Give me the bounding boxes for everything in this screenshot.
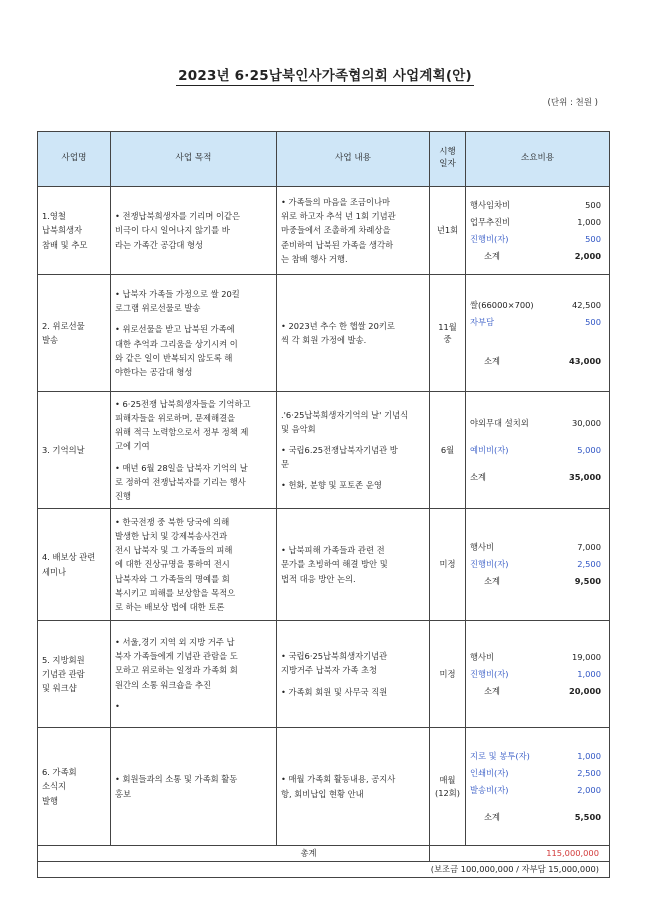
text-line: 진행: [115, 490, 132, 501]
paragraph-gap: [115, 692, 271, 699]
period-text: 년1회: [436, 225, 459, 236]
text-line: 발송: [42, 335, 59, 345]
text-line: 문: [281, 459, 290, 470]
text-line: • 매년 6월 28일을 납북자 기억의 날: [115, 462, 248, 473]
paragraph-gap: [115, 454, 271, 461]
cost-label: 지로 및 봉투(자): [470, 750, 530, 761]
table-row: [38, 621, 610, 728]
cost-value: 20,000: [568, 685, 601, 696]
cost-value: 35,000: [568, 471, 601, 482]
text-line: 로 하는 배보상 법에 대한 토론: [115, 601, 225, 612]
period-cell: [430, 392, 466, 509]
text-line: • 가족들의 마음을 조금이나마: [281, 197, 390, 208]
cost-label: 소계: [470, 471, 487, 482]
header-content: 사업 내용: [277, 132, 430, 187]
cost-label: 행사비: [470, 542, 495, 552]
cost-value: 1,000: [577, 216, 601, 227]
text-line: •: [115, 700, 120, 711]
period-text: 미정: [439, 559, 456, 570]
cost-item: [470, 765, 601, 782]
text-line: .'6·25납북희생자기억의 날' 기념식: [281, 409, 409, 420]
unit-note: (단위 : 천원 ): [547, 98, 598, 108]
cost-label: 예비비(자): [470, 444, 509, 455]
text-line: 납북자와 그 가족들의 명예를 회: [115, 573, 230, 584]
purpose-cell: [111, 728, 277, 846]
text-line: 6. 가족회: [42, 767, 77, 778]
period-text: 매월 (12회): [434, 775, 461, 798]
cost-value: 30,000: [571, 417, 601, 428]
cost-value: 2,500: [577, 767, 601, 778]
total-row: [38, 846, 610, 862]
cost-item: [470, 556, 601, 573]
cost-value: 1,000: [577, 668, 601, 679]
cost-cell: [466, 728, 610, 846]
total-label-cell: [38, 846, 430, 862]
text-line: 는 참배 행사 거행.: [281, 253, 348, 264]
cost-item: [470, 649, 601, 666]
text-line: 준비하여 납북된 가족을 생각하: [281, 239, 394, 250]
table-row: [38, 275, 610, 392]
text-line: 발생한 납치 및 강제북송사건과: [115, 531, 228, 542]
project-name-cell: [38, 187, 111, 275]
paragraph-gap: [281, 436, 424, 443]
text-line: • 6·25전쟁 납북희생자들을 기억하고: [115, 399, 251, 410]
cost-value: 1,000: [577, 750, 601, 761]
content-cell: [277, 392, 430, 509]
text-line: 비극이 다시 일어나지 않기를 바: [115, 225, 230, 236]
paragraph-gap: [115, 315, 271, 322]
purpose-cell: [111, 275, 277, 392]
period-text: 미정: [439, 668, 456, 679]
text-line: 참배 및 추모: [42, 239, 88, 250]
cost-label: 소계: [484, 576, 501, 586]
content-cell: [277, 728, 430, 846]
header-period-text: 시행 일자: [439, 147, 456, 169]
cost-item: [470, 748, 601, 765]
cost-gap: [470, 331, 601, 353]
subtotal-line: [470, 809, 601, 826]
period-cell: [430, 728, 466, 846]
cost-label: 쌀(66000×700): [470, 299, 534, 310]
period-cell: [430, 621, 466, 728]
text-line: • 납북피해 가족들과 관련 전: [281, 545, 385, 556]
cost-label: 행사임차비: [470, 199, 511, 210]
paragraph-gap: [281, 471, 424, 478]
table-header-row: [38, 132, 610, 187]
text-line: • 국립6·25납북희생자기념관: [281, 651, 388, 662]
period-cell: [430, 187, 466, 275]
project-name-cell: [38, 392, 111, 509]
paragraph-gap: [281, 678, 424, 685]
cost-item: [470, 442, 601, 459]
header-purpose: 사업 목적: [111, 132, 277, 187]
header-cost: 소요비용: [466, 132, 610, 187]
purpose-cell: [111, 621, 277, 728]
cost-value: 500: [585, 199, 601, 210]
subtotal-line: [470, 573, 601, 590]
text-line: • 회원들과의 소통 및 가족회 활동: [115, 774, 238, 785]
total-label: 총계: [300, 848, 317, 859]
cost-label: 진행비(자): [470, 233, 509, 244]
text-line: 로 정하여 전쟁납북자를 기리는 행사: [115, 476, 246, 487]
text-line: 4. 배보상 관련: [42, 552, 96, 563]
text-line: 고에 기여: [115, 441, 150, 452]
project-name-cell: [38, 509, 111, 621]
text-line: 납북희생자: [42, 225, 83, 236]
text-line: 위해 적극 노력함으로서 정부 정책 제: [115, 427, 249, 438]
text-line: 세미나: [42, 566, 67, 577]
cost-label: 행사비: [470, 651, 495, 662]
subtotal-line: [470, 248, 601, 265]
text-line: 원간의 소통 워크숍을 추진: [115, 679, 212, 690]
cost-cell: [466, 275, 610, 392]
cost-label: 자부담: [470, 316, 495, 327]
project-name-cell: [38, 275, 111, 392]
period-text: 6월: [440, 444, 455, 455]
header-name: 사업명: [38, 132, 111, 187]
cost-label: 소계: [484, 685, 501, 696]
subtotal-line: [470, 469, 601, 486]
cost-value: 5,000: [577, 444, 601, 455]
project-name-cell: [38, 728, 111, 846]
cost-value: 9,500: [574, 576, 601, 586]
text-line: • 국립6.25전쟁납북자기념관 방: [281, 444, 398, 455]
purpose-cell: [111, 392, 277, 509]
text-line: 홍보: [115, 788, 132, 799]
purpose-cell: [111, 509, 277, 621]
content-cell: [277, 509, 430, 621]
cost-value: 43,000: [568, 355, 601, 366]
cost-item: [470, 415, 601, 432]
cost-item: [470, 297, 601, 314]
cost-item: [470, 231, 601, 248]
cost-value: 5,500: [574, 811, 601, 822]
text-line: 위로 하고자 추석 년 1회 기념관: [281, 211, 396, 222]
cost-value: 2,500: [577, 559, 601, 569]
cost-label: 인쇄비(자): [470, 767, 509, 778]
text-line: • 2023년 추수 한 햅쌀 20키로: [281, 320, 395, 331]
project-name-cell: [38, 621, 111, 728]
cost-label: 야외무대 설치외: [470, 417, 529, 428]
text-line: 복시키고 피해를 보상함을 목적으: [115, 587, 236, 598]
period-cell: [430, 275, 466, 392]
text-line: 피해자들을 위로하며, 문제해결을: [115, 413, 236, 424]
text-line: 전시 납북자 및 그 가족들의 피해: [115, 545, 233, 556]
cost-cell: [466, 509, 610, 621]
text-line: • 납북자 가족들 가정으로 쌀 20킬: [115, 289, 240, 300]
table-row: [38, 509, 610, 621]
cost-item: [470, 197, 601, 214]
cost-label: 소계: [484, 250, 501, 261]
cost-label: 진행비(자): [470, 559, 509, 569]
text-line: 문가를 초빙하여 해결 방안 및: [281, 559, 388, 570]
header-period: [430, 132, 466, 187]
text-line: 항, 회비납입 현황 안내: [281, 788, 364, 799]
cost-value: 500: [585, 316, 601, 327]
cost-label: 업무추진비: [470, 216, 511, 227]
cost-cell: [466, 621, 610, 728]
subtotal-line: [470, 683, 601, 700]
cost-value: 2,000: [577, 784, 601, 795]
text-line: 기념관 관람: [42, 668, 85, 679]
content-cell: [277, 187, 430, 275]
cost-item: [470, 214, 601, 231]
text-line: 대한 추억과 그리움을 상기시켜 이: [115, 338, 238, 349]
cost-label: 진행비(자): [470, 668, 509, 679]
text-line: 씩 각 회원 가정에 발송.: [281, 335, 367, 345]
cost-value: 19,000: [571, 651, 601, 662]
total-breakdown-row: [38, 862, 610, 878]
document-title: 2023년 6·25납북인사가족협의회 사업계획(안): [178, 68, 472, 84]
period-text: 11월 중: [438, 321, 457, 344]
cost-cell: [466, 187, 610, 275]
text-line: 지방거주 납북자 가족 초청: [281, 665, 378, 676]
text-line: 에 대한 진상규명을 통하여 전시: [115, 559, 230, 570]
text-line: 소식지: [42, 781, 67, 792]
period-cell: [430, 509, 466, 621]
cost-value: 500: [585, 233, 601, 244]
cost-label: 발송비(자): [470, 784, 509, 795]
text-line: 5. 지방회원: [42, 654, 85, 665]
text-line: 와 같은 일이 반복되지 않도록 해: [115, 352, 233, 363]
subtotal-line: [470, 353, 601, 370]
text-line: 1.영철: [42, 211, 66, 222]
cost-label: 소계: [484, 811, 501, 822]
text-line: • 전쟁납북희생자를 기리며 이같은: [115, 211, 241, 222]
text-line: • 가족회 회원 및 사무국 직원: [281, 686, 388, 697]
cost-gap: [470, 459, 601, 469]
cost-cell: [466, 392, 610, 509]
text-line: 북자 가족들에게 기념관 관람을 도: [115, 651, 238, 662]
text-line: 2. 위로선물: [42, 320, 85, 331]
text-line: 마중들에서 조촐하게 차례상을: [281, 225, 391, 236]
text-line: 로그램 위로선물로 발송: [115, 303, 201, 314]
cost-value: 2,000: [574, 250, 601, 261]
cost-value: 7,000: [577, 542, 601, 552]
business-plan-table: [37, 131, 610, 878]
text-line: 및 음악회: [281, 423, 316, 434]
text-line: 및 워크샵: [42, 683, 77, 694]
total-value: 115,000,000: [430, 846, 610, 862]
text-line: 3. 기억의날: [42, 444, 85, 455]
content-cell: [277, 621, 430, 728]
text-line: 발행: [42, 795, 59, 806]
content-cell: [277, 275, 430, 392]
cost-value: 42,500: [571, 299, 601, 310]
cost-gap: [470, 799, 601, 809]
text-line: 야한다는 공감대 형성: [115, 366, 193, 377]
total-breakdown: (보조금 100,000,000 / 자부담 15,000,000): [38, 862, 610, 878]
text-line: • 한국전쟁 중 북한 당국에 의해: [115, 517, 230, 528]
purpose-cell: [111, 187, 277, 275]
text-line: 모하고 위로하는 일정과 가족회 회: [115, 665, 238, 676]
table-row: [38, 392, 610, 509]
text-line: 법적 대응 방안 논의.: [281, 573, 356, 584]
text-line: • 매월 가족회 활동내용, 공지사: [281, 774, 396, 785]
text-line: • 헌화, 분향 및 포토존 운영: [281, 480, 382, 491]
table-row: [38, 187, 610, 275]
cost-label: 소계: [484, 355, 501, 366]
text-line: • 서울,경기 지역 외 지방 거주 납: [115, 637, 235, 648]
cost-gap: [470, 432, 601, 442]
text-line: • 위로선물을 받고 납북된 가족에: [115, 324, 235, 335]
table-row: [38, 728, 610, 846]
text-line: 라는 가족간 공감대 형성: [115, 239, 204, 250]
cost-item: [470, 782, 601, 799]
cost-item: [470, 666, 601, 683]
cost-item: [470, 539, 601, 556]
cost-item: [470, 314, 601, 331]
